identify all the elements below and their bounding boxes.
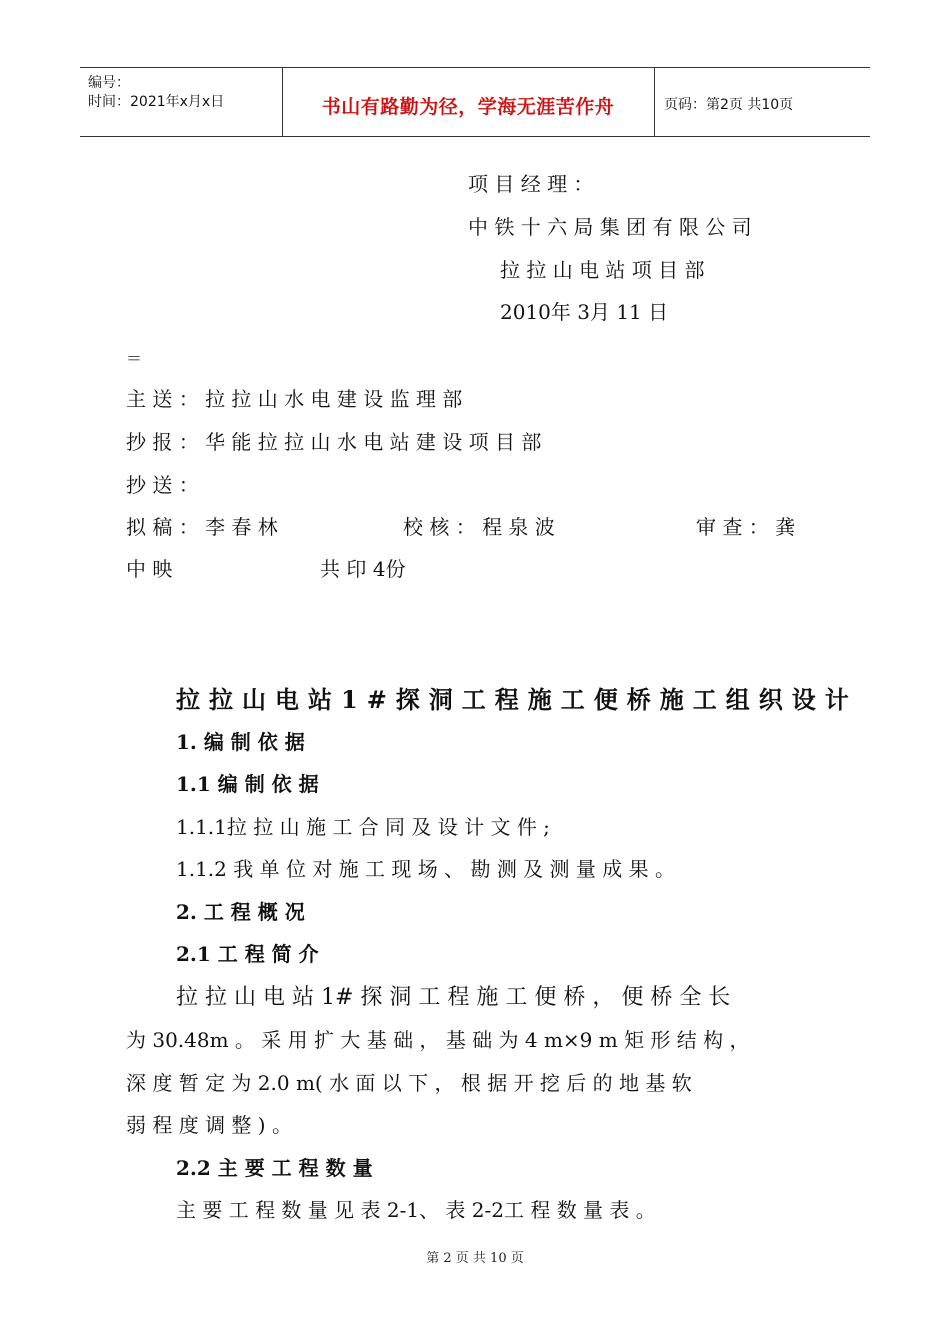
header-right-cell <box>654 68 870 136</box>
header-motto: 书山有路勤为径，学海无涯苦作舟 <box>321 96 615 118</box>
separator-mark: ＝ <box>126 349 143 368</box>
manager-label: 项 目 经 理 ： <box>468 172 594 196</box>
page-header <box>80 67 870 137</box>
cc-to: 抄 送 ： <box>126 473 199 497</box>
document-title: 拉拉山电站1#探洞工程施工便桥施工组织设计 <box>176 685 858 714</box>
header-page-info: 页码：第2页 共10页 <box>664 97 794 113</box>
copies-count: 共 印 4份 <box>320 557 406 581</box>
report-to: 抄 报 ： 华 能 拉 拉 山 水 电 站 建 设 项 目 部 <box>126 430 542 454</box>
paragraph-1-line-2: 为 30.48m 。 采 用 扩 大 基 础 ， 基 础 为 4 m×9 m 矩 形 结 构 ， <box>126 1028 750 1052</box>
paragraph-1-line-3: 深 度 暂 定 为 2.0 m( 水 面 以 下 ， 根 据 开 挖 后 的 地 基 软 <box>126 1071 692 1095</box>
project-dept: 拉 拉 山 电 站 项 目 部 <box>500 258 705 282</box>
code-label: 编号： <box>88 75 130 91</box>
drafter: 拟 稿 ： 李 春 林 <box>126 515 278 539</box>
signature-date: 2010年 3月 11 日 <box>500 300 669 324</box>
paragraph-1-line-4: 弱 程 度 调 整 ) 。 <box>126 1113 292 1137</box>
header-center-cell <box>282 68 655 136</box>
page-footer: 第 2 页 共 10 页 <box>426 1251 524 1266</box>
reviewer-continued: 中 映 <box>126 557 173 581</box>
header-left-cell <box>80 68 283 136</box>
date-label: 时间：2021年x月x日 <box>88 94 225 110</box>
item-1-1-2: 1.1.2 我 单 位 对 施 工 现 场 、 勘 测 及 测 量 成 果 。 <box>176 857 675 881</box>
paragraph-1-line-1: 拉 拉 山 电 站 1# 探 洞 工 程 施 工 便 桥 ， 便 桥 全 长 <box>176 985 731 1010</box>
section-2-1-heading: 2.1 工 程 简 介 <box>176 942 319 966</box>
paragraph-2: 主 要 工 程 数 量 见 表 2-1、 表 2-2工 程 数 量 表 。 <box>176 1198 656 1222</box>
checker: 校 核 ： 程 泉 波 <box>403 515 555 539</box>
main-to: 主 送 ： 拉 拉 山 水 电 建 设 监 理 部 <box>126 387 463 411</box>
section-2-2-heading: 2.2 主 要 工 程 数 量 <box>176 1156 373 1180</box>
section-1-heading: 1. 编 制 依 据 <box>176 730 305 754</box>
section-1-1-heading: 1.1 编 制 依 据 <box>176 772 319 796</box>
reviewer: 审 查 ： 龚 <box>696 515 796 539</box>
company-name: 中 铁 十 六 局 集 团 有 限 公 司 <box>468 215 752 239</box>
section-2-heading: 2. 工 程 概 况 <box>176 900 305 924</box>
item-1-1-1: 1.1.1拉 拉 山 施 工 合 同 及 设 计 文 件 ; <box>176 815 550 839</box>
